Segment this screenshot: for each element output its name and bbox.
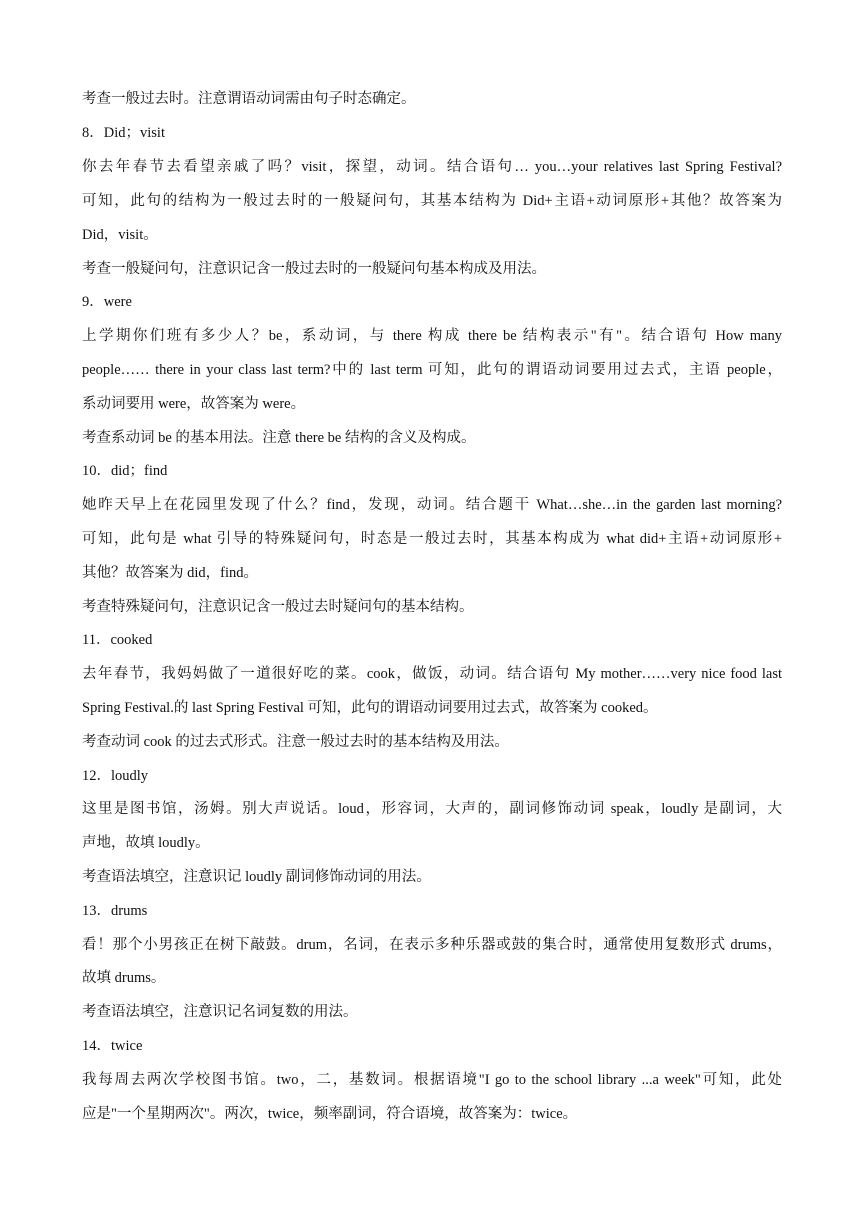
text-line: 考查一般过去时。注意谓语动词需由句子时态确定。 — [82, 91, 416, 107]
answer-heading-8: 8．Did；visit — [82, 125, 165, 141]
text-line: 考查特殊疑问句，注意识记含一般过去时疑问句的基本结构。 — [82, 599, 474, 615]
text-line: 应是"一个星期两次"。两次，twice，频率副词，符合语境，故答案为：twice。 — [82, 1106, 578, 1122]
text-line: 考查语法填空，注意识记 loudly 副词修饰动词的用法。 — [82, 869, 431, 885]
text-line: 你去年春节去看望亲戚了吗？visit，探望，动词。结合语句… you…your relatives last Spring Festival? — [82, 159, 782, 175]
text-line: 考查动词 cook 的过去式形式。注意一般过去时的基本结构及用法。 — [82, 734, 509, 750]
text-line: 我每周去两次学校图书馆。two，二，基数词。根据语境"I go to the school library ...a week"可知，此处 — [82, 1072, 782, 1088]
answer-heading-9: 9．were — [82, 294, 132, 310]
text-line: 考查系动词 be 的基本用法。注意 there be 结构的含义及构成。 — [82, 430, 476, 446]
text-line: 声地，故填 loudly。 — [82, 835, 210, 851]
text-line: 系动词要用 were，故答案为 were。 — [82, 396, 306, 412]
text-line: 看！那个小男孩正在树下敲鼓。drum，名词，在表示多种乐器或鼓的集合时，通常使用复数形式 drums， — [82, 937, 782, 953]
text-line: 考查语法填空，注意识记名词复数的用法。 — [82, 1004, 358, 1020]
answer-heading-10: 10．did；find — [82, 463, 168, 479]
text-line: 这里是图书馆，汤姆。别大声说话。loud，形容词，大声的，副词修饰动词 speak，loudly 是副词，大 — [82, 801, 782, 817]
text-line: 可知，此句是 what 引导的特殊疑问句，时态是一般过去时，其基本构成为 what did+主语+动词原形+ — [82, 531, 782, 547]
text-line: Spring Festival.的 last Spring Festival 可知，此句的谓语动词要用过去式，故答案为 cooked。 — [82, 700, 658, 716]
text-line: 上学期你们班有多少人？be，系动词，与 there 构成 there be 结构表示"有"。结合语句 How many — [82, 328, 782, 344]
answer-heading-11: 11．cooked — [82, 632, 153, 648]
answer-heading-13: 13．drums — [82, 903, 148, 919]
text-line: 考查一般疑问句，注意识记含一般过去时的一般疑问句基本构成及用法。 — [82, 261, 546, 277]
text-line: 故填 drums。 — [82, 970, 166, 986]
text-line: 其他？故答案为 did，find。 — [82, 565, 259, 581]
text-line: 她昨天早上在花园里发现了什么？find，发现，动词。结合题干 What…she…in the garden last morning? — [82, 497, 782, 513]
text-line: 去年春节，我妈妈做了一道很好吃的菜。cook，做饭，动词。结合语句 My mother……very nice food last — [82, 666, 782, 682]
text-line: people…… there in your class last term?中的 last term 可知，此句的谓语动词要用过去式，主语 people， — [82, 362, 782, 378]
answer-heading-14: 14．twice — [82, 1038, 143, 1054]
answer-heading-12: 12．loudly — [82, 768, 149, 784]
text-line: 可知，此句的结构为一般过去时的一般疑问句，其基本结构为 Did+主语+动词原形+其他？故答案为 — [82, 193, 782, 209]
text-line: Did，visit。 — [82, 227, 158, 243]
